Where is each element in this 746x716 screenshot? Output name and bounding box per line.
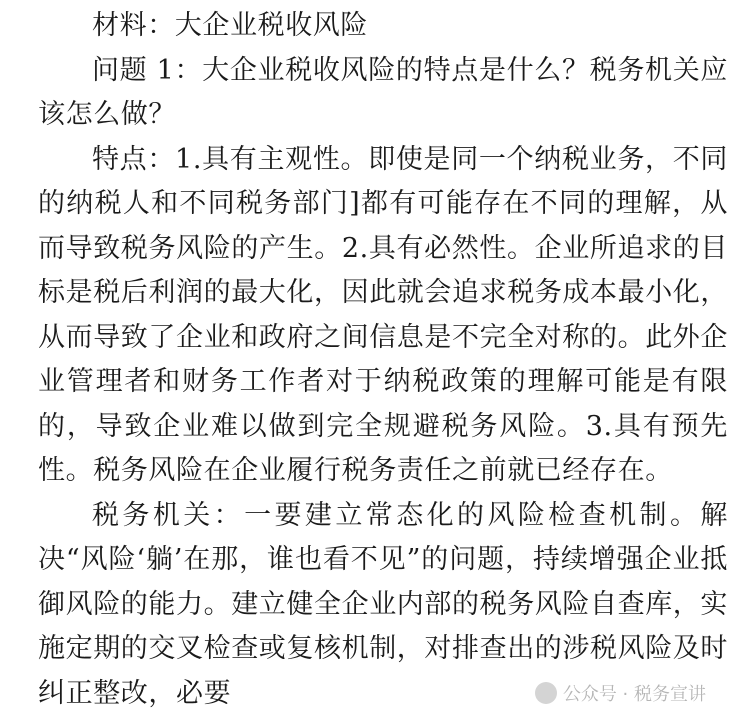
wechat-icon xyxy=(535,682,557,704)
question-paragraph: 问题 1：大企业税收风险的特点是什么？税务机关应该怎么做？ xyxy=(38,49,728,138)
characteristics-paragraph: 特点：1.具有主观性。即使是同一个纳税业务，不同的纳税人和不同税务部门]都有可能存在不同的理解，从而导致税务风险的产生。2.具有必然性。企业所追求的目标是税后利润的最大化，因此就会追求税务成本最小化，从而导致了企业和政府之间信息是不完全对称的。此外企业管理者和财务工作者对于纳税政策的理解可能是有限的，导致企业难以做到完全规避税务风险。3.具有预先性。税务风险在企业履行税务责任之前就已经存在。 xyxy=(38,138,728,494)
document-body xyxy=(38,0,728,716)
material-title: 材料：大企业税收风险 xyxy=(38,4,728,49)
watermark-text: 公众号 · 税务宣讲 xyxy=(563,680,706,706)
tax-authority-paragraph: 税务机关：一要建立常态化的风险检查机制。解决“风险‘躺’在那，谁也看不见”的问题，持续增强企业抵御风险的能力。建立健全企业内部的税务风险自查库，实施定期的交叉检查或复核机制，对排查出的涉税风险及时纠正整改，必要 xyxy=(38,494,728,716)
watermark xyxy=(535,680,706,706)
